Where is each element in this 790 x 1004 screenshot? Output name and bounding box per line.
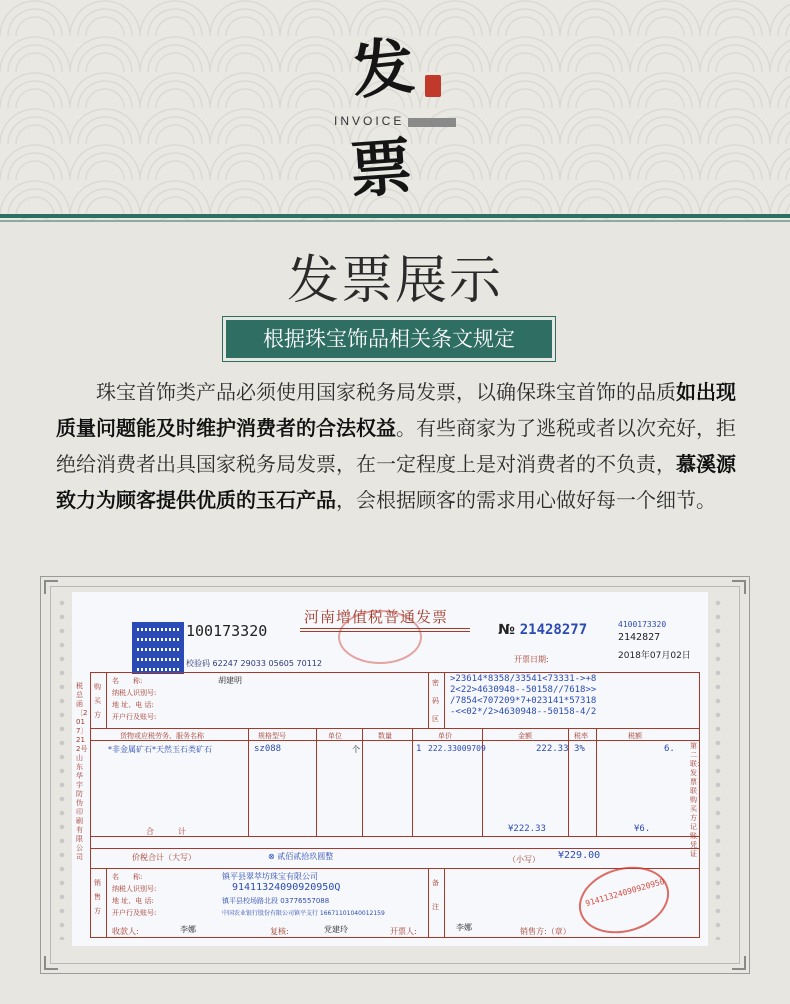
grid-line	[90, 728, 700, 729]
grid-line	[316, 728, 317, 836]
remark-label-2: 注	[432, 903, 439, 911]
col-header-spec: 规格型号	[258, 732, 286, 740]
para-part-2: 如出现质量问题能及时维护消费者的合法权益	[56, 380, 736, 440]
number-label: №	[498, 622, 515, 638]
grid-line	[248, 728, 249, 836]
seller-bank-label: 开户行及账号:	[112, 909, 157, 917]
item-tax: 6.	[664, 744, 675, 754]
cipher-line: 2<22>4630948--50158//7618>>	[450, 685, 597, 695]
para-part-4: 慕溪源致力为顾客提供优质的玉石产品	[56, 452, 736, 512]
buyer-name: 胡建明	[218, 676, 242, 685]
invoice-number-small: 2142827	[618, 632, 661, 643]
subtotal-label: 合 计	[146, 827, 186, 836]
seller-footer-label: 销售方:（章）	[520, 927, 571, 936]
buyer-name-label: 名 称:	[112, 677, 143, 685]
col-header-rate: 税率	[574, 732, 588, 740]
seller-label-1: 销	[94, 879, 101, 887]
total-words: ⊗ 贰佰贰拾玖圆整	[268, 852, 334, 861]
cipher-line: /7854<707209*7+023141*57318	[450, 696, 597, 706]
grid-line	[362, 728, 363, 836]
total-small: ¥229.00	[558, 850, 601, 861]
qr-code-icon	[132, 622, 184, 674]
number-value: 21428277	[519, 622, 588, 638]
decorative-bar	[408, 118, 456, 127]
invoice-image	[72, 592, 708, 946]
cipher-label-3: 区	[432, 715, 439, 723]
payee-label: 收款人:	[112, 927, 139, 936]
frame-corner	[732, 956, 746, 970]
subtotal-amount: ¥222.33	[508, 824, 546, 834]
col-header-unit: 单位	[328, 732, 342, 740]
cipher-line: -<<02*/2>4630948--50158-4/2	[450, 707, 597, 717]
invoice-date: 2018年07月02日	[618, 651, 691, 661]
banner-divider	[0, 214, 790, 218]
invoice-title: 河南增值税普通发票	[304, 608, 449, 626]
cipher-line: >23614*8358/33541<73331->+8	[450, 674, 597, 684]
invoice-code: 100173320	[186, 622, 268, 640]
grid-line	[106, 868, 107, 938]
description-paragraph	[56, 374, 736, 518]
check-code: 校验码 62247 29033 05605 70112	[186, 659, 322, 668]
seller-label-3: 方	[94, 907, 101, 915]
buyer-label-1: 购	[94, 683, 101, 691]
grid-line	[428, 868, 429, 938]
page-title: 发票展示	[286, 251, 503, 311]
buyer-addr-label: 地 址、电 话:	[112, 701, 154, 709]
perforation-left	[58, 596, 66, 940]
para-part-1: 珠宝首饰类产品必须使用国家税务局发票，以确保珠宝首饰的品质	[96, 380, 676, 404]
banner-char-bottom: 票	[347, 129, 415, 208]
cipher-label-2: 码	[432, 697, 439, 705]
banner-char-top: 发	[348, 28, 418, 109]
seller-name-label: 名 称:	[112, 873, 143, 881]
col-header-tax: 税额	[628, 732, 642, 740]
seller-label-2: 售	[94, 893, 101, 901]
reviewer: 党建玲	[324, 925, 348, 934]
item-amount: 222.33	[536, 744, 569, 754]
buyer-bank-label: 开户行及账号:	[112, 713, 157, 721]
seller-addr-label: 地 址、电 话:	[112, 897, 154, 905]
title-underline	[300, 628, 470, 629]
buyer-taxid-label: 纳税人识别号:	[112, 689, 157, 697]
item-name: *非金属矿石*天然玉石类矿石	[108, 745, 212, 754]
item-unit: 个	[352, 745, 360, 754]
grid-line	[444, 672, 445, 728]
total-small-label: （小写）	[508, 855, 540, 864]
date-label: 开票日期:	[514, 655, 549, 664]
grid-line	[412, 728, 413, 836]
item-price: 222.33009709	[428, 744, 486, 753]
grid-line	[596, 728, 597, 836]
item-qty: 1	[416, 744, 422, 754]
payee: 李娜	[180, 925, 196, 934]
col-header-name: 货物或应税劳务、服务名称	[120, 732, 204, 740]
seller-name: 镇平县翠萃坊珠宝有限公司	[222, 872, 318, 881]
col-header-amount: 金额	[518, 732, 532, 740]
subtitle-badge: 根据珠宝饰品相关条文规定	[226, 320, 552, 358]
total-label: 价税合计（大写）	[132, 853, 196, 862]
invoice-code-small: 4100173320	[618, 620, 667, 629]
grid-line	[106, 672, 107, 728]
drawer: 李娜	[456, 923, 472, 932]
copy-label: 第二联：发票联购买方记账凭证	[690, 742, 704, 858]
item-rate: 3%	[574, 744, 585, 754]
grid-line	[90, 868, 700, 869]
reviewer-label: 复核:	[270, 927, 289, 936]
para-part-3: 。有些商家为了逃税或者以次充好，拒绝给消费者出具国家税务局发票，在一定程度上是对消费者的不负责，	[56, 416, 736, 476]
subtotal-tax: ¥6.	[634, 824, 651, 834]
invoice-label: INVOICE	[334, 114, 405, 128]
grid-line	[90, 848, 700, 849]
frame-corner	[44, 580, 58, 594]
buyer-label-3: 方	[94, 711, 101, 719]
grid-line	[444, 868, 445, 938]
seller-bank: 中国农业银行股份有限公司镇平支行 16671101040012159	[222, 910, 385, 917]
seal-icon	[425, 75, 441, 97]
item-spec: sz088	[254, 744, 282, 754]
cipher-area	[450, 674, 596, 718]
seller-taxid-label: 纳税人识别号:	[112, 885, 157, 893]
col-header-price: 单价	[438, 732, 452, 740]
seller-stamp-text: 91411324090920950	[584, 876, 666, 909]
seller-addr: 镇平县校场路北段 03776557088	[222, 897, 330, 905]
perforation-right	[714, 596, 722, 940]
title-underline	[300, 631, 470, 632]
invoice-number	[498, 622, 587, 638]
banner-divider-thin	[0, 220, 790, 222]
drawer-label: 开票人:	[390, 927, 417, 936]
frame-corner	[732, 580, 746, 594]
side-print-info: 税总函〔2017〕212号山东华宇防伪印刷有限公司	[76, 682, 88, 861]
cipher-label-1: 密	[432, 679, 439, 687]
remark-label-1: 备	[432, 879, 439, 887]
buyer-label-2: 买	[94, 697, 101, 705]
para-part-5: ，会根据顾客的需求用心做好每一个细节。	[336, 488, 716, 512]
seller-taxid: 91411324090920950Q	[232, 882, 341, 893]
col-header-qty: 数量	[378, 732, 392, 740]
frame-corner	[44, 956, 58, 970]
grid-line	[428, 672, 429, 728]
